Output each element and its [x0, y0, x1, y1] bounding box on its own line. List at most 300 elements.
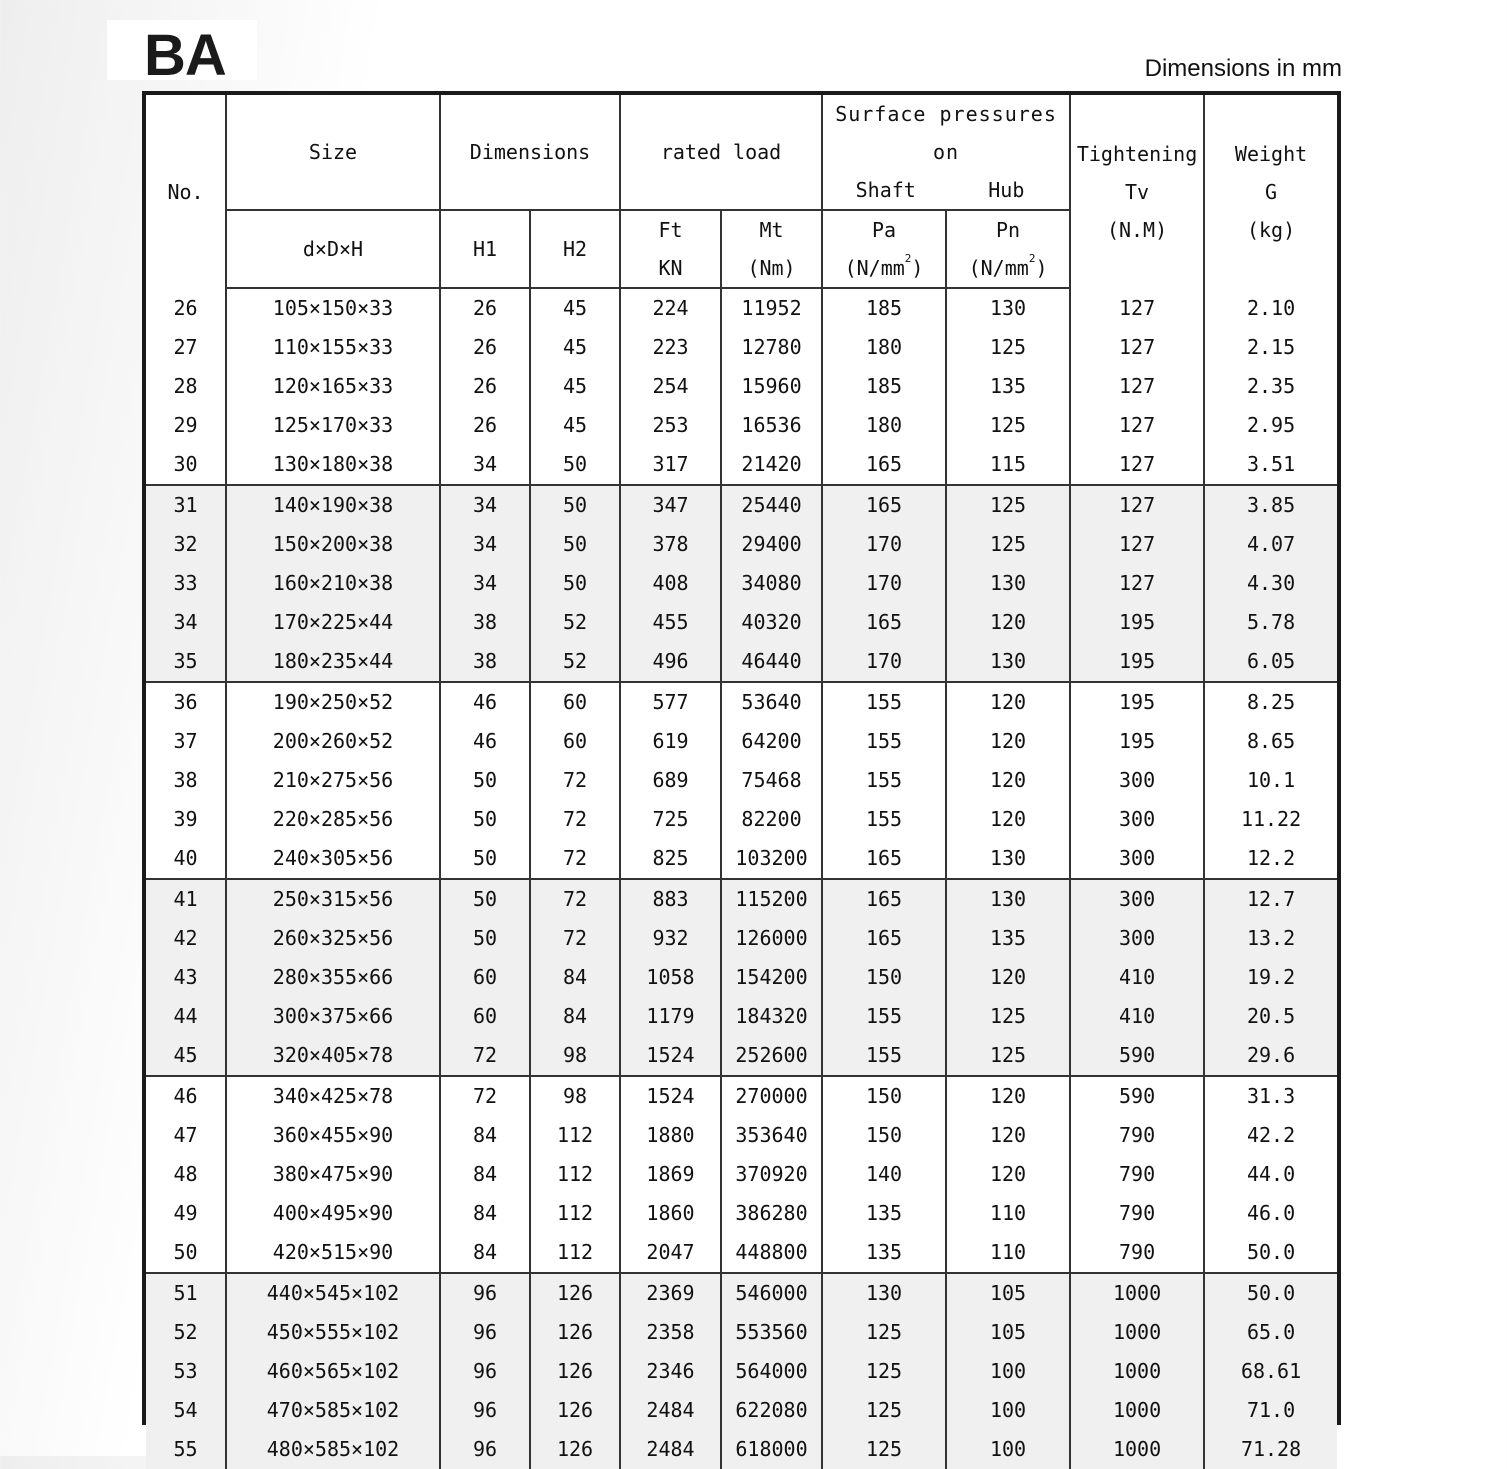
cell-mt: 154200: [721, 958, 822, 997]
cell-mt: 15960: [721, 367, 822, 406]
header-pn-unit: (N/mm: [968, 256, 1029, 280]
table-row: [146, 445, 1337, 485]
cell-mt: 46440: [721, 642, 822, 682]
table-row: [146, 958, 1337, 997]
cell-no: 48: [146, 1155, 226, 1194]
cell-ft: 408: [620, 564, 721, 603]
cell-pa: 125: [822, 1430, 946, 1469]
cell-ft: 689: [620, 761, 721, 800]
header-mt: [721, 210, 822, 288]
cell-h2: 112: [530, 1116, 620, 1155]
cell-weight: 4.07: [1204, 525, 1337, 564]
cell-ft: 2484: [620, 1391, 721, 1430]
cell-h2: 126: [530, 1430, 620, 1469]
header-ft-label: Ft: [658, 218, 683, 242]
cell-pa: 155: [822, 1036, 946, 1076]
cell-h2: 112: [530, 1194, 620, 1233]
cell-no: 51: [146, 1273, 226, 1313]
cell-no: 31: [146, 485, 226, 525]
cell-h2: 84: [530, 958, 620, 997]
cell-tv: 127: [1070, 485, 1204, 525]
cell-tv: 195: [1070, 682, 1204, 722]
cell-h1: 84: [440, 1116, 530, 1155]
cell-ft: 455: [620, 603, 721, 642]
cell-pn: 120: [946, 761, 1070, 800]
cell-tv: 300: [1070, 879, 1204, 919]
cell-size: 200×260×52: [226, 722, 440, 761]
table-row: [146, 1076, 1337, 1116]
cell-h2: 50: [530, 445, 620, 485]
cell-pa: 170: [822, 564, 946, 603]
cell-no: 39: [146, 800, 226, 839]
cell-h1: 50: [440, 800, 530, 839]
cell-tv: 127: [1070, 445, 1204, 485]
header-size-label: Size: [308, 140, 358, 164]
cell-size: 220×285×56: [226, 800, 440, 839]
cell-tv: 1000: [1070, 1352, 1204, 1391]
cell-weight: 2.95: [1204, 406, 1337, 445]
cell-ft: 577: [620, 682, 721, 722]
cell-h1: 72: [440, 1036, 530, 1076]
cell-tv: 127: [1070, 288, 1204, 328]
cell-no: 33: [146, 564, 226, 603]
cell-tv: 1000: [1070, 1313, 1204, 1352]
cell-tv: 790: [1070, 1233, 1204, 1273]
header-pa-unit-squared: 2: [904, 252, 912, 265]
cell-weight: 11.22: [1204, 800, 1337, 839]
cell-pa: 150: [822, 958, 946, 997]
cell-pn: 125: [946, 485, 1070, 525]
cell-ft: 2346: [620, 1352, 721, 1391]
header-no-label: No.: [167, 179, 204, 204]
cell-mt: 564000: [721, 1352, 822, 1391]
cell-tv: 300: [1070, 839, 1204, 879]
header-mt-unit: (Nm): [747, 256, 796, 280]
cell-size: 190×250×52: [226, 682, 440, 722]
header-tightening-label: Tightening: [1076, 141, 1198, 166]
cell-h2: 60: [530, 682, 620, 722]
cell-h2: 45: [530, 328, 620, 367]
cell-size: 280×355×66: [226, 958, 440, 997]
row-group: [146, 879, 1337, 1076]
cell-pn: 125: [946, 406, 1070, 445]
cell-pn: 125: [946, 1036, 1070, 1076]
cell-mt: 546000: [721, 1273, 822, 1313]
cell-weight: 8.25: [1204, 682, 1337, 722]
cell-tv: 410: [1070, 997, 1204, 1036]
cell-no: 43: [146, 958, 226, 997]
cell-ft: 1524: [620, 1076, 721, 1116]
cell-pn: 130: [946, 839, 1070, 879]
cell-weight: 68.61: [1204, 1352, 1337, 1391]
cell-no: 35: [146, 642, 226, 682]
cell-ft: 1179: [620, 997, 721, 1036]
cell-size: 440×545×102: [226, 1273, 440, 1313]
cell-weight: 13.2: [1204, 919, 1337, 958]
cell-pn: 125: [946, 328, 1070, 367]
cell-tv: 790: [1070, 1155, 1204, 1194]
cell-weight: 50.0: [1204, 1233, 1337, 1273]
cell-mt: 184320: [721, 997, 822, 1036]
header-pn-unit-close: ): [1035, 256, 1048, 280]
cell-pn: 120: [946, 1076, 1070, 1116]
spec-table: [146, 95, 1337, 1469]
table-row: [146, 603, 1337, 642]
cell-pa: 185: [822, 367, 946, 406]
cell-mt: 64200: [721, 722, 822, 761]
cell-weight: 20.5: [1204, 997, 1337, 1036]
cell-h2: 50: [530, 485, 620, 525]
cell-mt: 270000: [721, 1076, 822, 1116]
cell-mt: 386280: [721, 1194, 822, 1233]
cell-h2: 72: [530, 800, 620, 839]
cell-ft: 2047: [620, 1233, 721, 1273]
cell-pn: 120: [946, 603, 1070, 642]
cell-no: 29: [146, 406, 226, 445]
cell-mt: 370920: [721, 1155, 822, 1194]
cell-no: 40: [146, 839, 226, 879]
table-header: [146, 95, 1337, 288]
cell-size: 340×425×78: [226, 1076, 440, 1116]
cell-weight: 2.10: [1204, 288, 1337, 328]
cell-tv: 790: [1070, 1194, 1204, 1233]
spec-table-frame: [142, 91, 1341, 1461]
cell-pn: 130: [946, 288, 1070, 328]
cell-h1: 96: [440, 1391, 530, 1430]
cell-size: 210×275×56: [226, 761, 440, 800]
cell-pa: 170: [822, 525, 946, 564]
row-group: [146, 485, 1337, 682]
cell-ft: 254: [620, 367, 721, 406]
cell-h2: 72: [530, 919, 620, 958]
table-row: [146, 1352, 1337, 1391]
header-pa-unit: (N/mm: [844, 256, 905, 280]
cell-weight: 65.0: [1204, 1313, 1337, 1352]
cell-pn: 100: [946, 1352, 1070, 1391]
cell-weight: 2.15: [1204, 328, 1337, 367]
cell-ft: 2369: [620, 1273, 721, 1313]
cell-h1: 84: [440, 1155, 530, 1194]
cell-pa: 185: [822, 288, 946, 328]
table-row: [146, 642, 1337, 682]
cell-pn: 105: [946, 1313, 1070, 1352]
table-row: [146, 564, 1337, 603]
cell-weight: 10.1: [1204, 761, 1337, 800]
cell-h2: 84: [530, 997, 620, 1036]
cell-pn: 120: [946, 1155, 1070, 1194]
cell-mt: 126000: [721, 919, 822, 958]
cell-mt: 115200: [721, 879, 822, 919]
cell-h1: 72: [440, 1076, 530, 1116]
cell-ft: 619: [620, 722, 721, 761]
cell-mt: 16536: [721, 406, 822, 445]
cell-pa: 135: [822, 1194, 946, 1233]
cell-size: 460×565×102: [226, 1352, 440, 1391]
table-row: [146, 839, 1337, 879]
header-dimensions-label: Dimensions: [469, 140, 591, 164]
cell-pa: 150: [822, 1116, 946, 1155]
cell-h1: 34: [440, 564, 530, 603]
cell-tv: 195: [1070, 603, 1204, 642]
cell-pn: 100: [946, 1430, 1070, 1469]
cell-mt: 618000: [721, 1430, 822, 1469]
cell-size: 320×405×78: [226, 1036, 440, 1076]
cell-no: 54: [146, 1391, 226, 1430]
cell-h2: 126: [530, 1313, 620, 1352]
cell-size: 140×190×38: [226, 485, 440, 525]
cell-h2: 45: [530, 367, 620, 406]
header-tv-unit: (N.M): [1106, 217, 1168, 242]
cell-ft: 223: [620, 328, 721, 367]
table-row: [146, 328, 1337, 367]
cell-tv: 300: [1070, 800, 1204, 839]
header-rated-load-label: rated load: [660, 140, 782, 164]
cell-mt: 75468: [721, 761, 822, 800]
cell-mt: 25440: [721, 485, 822, 525]
table-row: [146, 1313, 1337, 1352]
table-row: [146, 800, 1337, 839]
cell-h2: 112: [530, 1233, 620, 1273]
cell-ft: 317: [620, 445, 721, 485]
table-row: [146, 682, 1337, 722]
cell-ft: 932: [620, 919, 721, 958]
table-row: [146, 1155, 1337, 1194]
cell-mt: 353640: [721, 1116, 822, 1155]
cell-no: 53: [146, 1352, 226, 1391]
cell-h1: 26: [440, 406, 530, 445]
cell-pn: 110: [946, 1194, 1070, 1233]
cell-no: 26: [146, 288, 226, 328]
cell-weight: 12.2: [1204, 839, 1337, 879]
cell-pn: 125: [946, 997, 1070, 1036]
cell-size: 170×225×44: [226, 603, 440, 642]
cell-tv: 127: [1070, 564, 1204, 603]
cell-size: 480×585×102: [226, 1430, 440, 1469]
cell-h2: 52: [530, 642, 620, 682]
cell-h1: 50: [440, 761, 530, 800]
header-tv-label: Tv: [1125, 179, 1150, 204]
cell-size: 300×375×66: [226, 997, 440, 1036]
cell-size: 110×155×33: [226, 328, 440, 367]
cell-ft: 825: [620, 839, 721, 879]
cell-weight: 46.0: [1204, 1194, 1337, 1233]
cell-pn: 120: [946, 1116, 1070, 1155]
header-h2: [530, 210, 620, 288]
header-weight-label: Weight: [1234, 141, 1308, 166]
header-pn: [946, 210, 1070, 288]
cell-pa: 165: [822, 839, 946, 879]
table-row: [146, 879, 1337, 919]
table-row: [146, 722, 1337, 761]
cell-pn: 115: [946, 445, 1070, 485]
cell-weight: 3.51: [1204, 445, 1337, 485]
cell-tv: 127: [1070, 367, 1204, 406]
cell-h1: 34: [440, 445, 530, 485]
units-label: Dimensions in mm: [1144, 55, 1342, 82]
cell-no: 42: [146, 919, 226, 958]
cell-h1: 46: [440, 682, 530, 722]
cell-tv: 1000: [1070, 1273, 1204, 1313]
header-ft: [620, 210, 721, 288]
cell-weight: 42.2: [1204, 1116, 1337, 1155]
cell-h2: 126: [530, 1391, 620, 1430]
table-row: [146, 1273, 1337, 1313]
header-size-formula: [226, 210, 440, 288]
cell-pa: 170: [822, 642, 946, 682]
cell-h2: 98: [530, 1036, 620, 1076]
header-g-label: G: [1265, 179, 1278, 204]
cell-h1: 96: [440, 1430, 530, 1469]
cell-pa: 155: [822, 722, 946, 761]
cell-h2: 52: [530, 603, 620, 642]
cell-weight: 50.0: [1204, 1273, 1337, 1313]
cell-h1: 34: [440, 485, 530, 525]
cell-pn: 130: [946, 642, 1070, 682]
header-mt-label: Mt: [759, 218, 784, 242]
cell-h1: 96: [440, 1273, 530, 1313]
table-row: [146, 1233, 1337, 1273]
cell-no: 55: [146, 1430, 226, 1469]
header-h1: [440, 210, 530, 288]
table-row: [146, 525, 1337, 564]
cell-size: 420×515×90: [226, 1233, 440, 1273]
cell-ft: 1524: [620, 1036, 721, 1076]
cell-mt: 53640: [721, 682, 822, 722]
cell-tv: 590: [1070, 1076, 1204, 1116]
cell-pn: 130: [946, 879, 1070, 919]
cell-pn: 105: [946, 1273, 1070, 1313]
cell-weight: 2.35: [1204, 367, 1337, 406]
cell-weight: 3.85: [1204, 485, 1337, 525]
cell-ft: 725: [620, 800, 721, 839]
header-shaft-label: Shaft: [855, 178, 916, 202]
cell-h2: 50: [530, 525, 620, 564]
cell-pa: 180: [822, 328, 946, 367]
row-group: [146, 1273, 1337, 1469]
header-g-unit: (kg): [1246, 217, 1296, 242]
cell-no: 47: [146, 1116, 226, 1155]
cell-mt: 252600: [721, 1036, 822, 1076]
cell-tv: 790: [1070, 1116, 1204, 1155]
cell-h2: 45: [530, 406, 620, 445]
table-row: [146, 1430, 1337, 1469]
cell-size: 180×235×44: [226, 642, 440, 682]
cell-no: 50: [146, 1233, 226, 1273]
cell-pa: 165: [822, 445, 946, 485]
cell-h2: 45: [530, 288, 620, 328]
cell-weight: 71.0: [1204, 1391, 1337, 1430]
cell-pa: 165: [822, 879, 946, 919]
cell-no: 41: [146, 879, 226, 919]
cell-no: 37: [146, 722, 226, 761]
cell-tv: 127: [1070, 328, 1204, 367]
cell-no: 44: [146, 997, 226, 1036]
cell-h1: 60: [440, 997, 530, 1036]
cell-pn: 120: [946, 682, 1070, 722]
cell-no: 46: [146, 1076, 226, 1116]
cell-pn: 120: [946, 958, 1070, 997]
header-weight: [1204, 95, 1337, 288]
header-h1-label: H1: [472, 237, 498, 261]
cell-size: 360×455×90: [226, 1116, 440, 1155]
cell-mt: 40320: [721, 603, 822, 642]
cell-h1: 38: [440, 603, 530, 642]
cell-ft: 2358: [620, 1313, 721, 1352]
table-row: [146, 406, 1337, 445]
cell-h1: 50: [440, 879, 530, 919]
header-surface-pressures-label: Surface pressures on: [835, 102, 1057, 164]
cell-tv: 300: [1070, 761, 1204, 800]
cell-no: 36: [146, 682, 226, 722]
cell-weight: 29.6: [1204, 1036, 1337, 1076]
cell-no: 32: [146, 525, 226, 564]
cell-size: 240×305×56: [226, 839, 440, 879]
cell-pa: 155: [822, 761, 946, 800]
cell-h1: 84: [440, 1194, 530, 1233]
cell-pa: 165: [822, 485, 946, 525]
cell-h1: 34: [440, 525, 530, 564]
cell-size: 450×555×102: [226, 1313, 440, 1352]
cell-pa: 140: [822, 1155, 946, 1194]
cell-ft: 1058: [620, 958, 721, 997]
cell-pn: 135: [946, 919, 1070, 958]
cell-h1: 26: [440, 328, 530, 367]
cell-h2: 98: [530, 1076, 620, 1116]
cell-tv: 127: [1070, 406, 1204, 445]
cell-pa: 155: [822, 682, 946, 722]
cell-h1: 96: [440, 1352, 530, 1391]
cell-h1: 60: [440, 958, 530, 997]
cell-ft: 1880: [620, 1116, 721, 1155]
cell-mt: 448800: [721, 1233, 822, 1273]
cell-mt: 29400: [721, 525, 822, 564]
cell-tv: 127: [1070, 525, 1204, 564]
header-ft-unit: KN: [658, 256, 683, 280]
table-row: [146, 1194, 1337, 1233]
cell-size: 470×585×102: [226, 1391, 440, 1430]
header-no: [146, 95, 226, 288]
table-row: [146, 1116, 1337, 1155]
cell-no: 30: [146, 445, 226, 485]
header-size-formula-label: d×D×H: [302, 237, 364, 261]
cell-h2: 126: [530, 1273, 620, 1313]
cell-size: 260×325×56: [226, 919, 440, 958]
cell-h1: 84: [440, 1233, 530, 1273]
cell-size: 160×210×38: [226, 564, 440, 603]
cell-h2: 72: [530, 761, 620, 800]
cell-pn: 100: [946, 1391, 1070, 1430]
cell-mt: 103200: [721, 839, 822, 879]
cell-no: 49: [146, 1194, 226, 1233]
cell-h1: 38: [440, 642, 530, 682]
table-row: [146, 761, 1337, 800]
cell-mt: 11952: [721, 288, 822, 328]
cell-pa: 155: [822, 997, 946, 1036]
cell-no: 28: [146, 367, 226, 406]
cell-ft: 347: [620, 485, 721, 525]
cell-pa: 155: [822, 800, 946, 839]
cell-size: 150×200×38: [226, 525, 440, 564]
cell-ft: 1869: [620, 1155, 721, 1194]
cell-weight: 4.30: [1204, 564, 1337, 603]
table-row: [146, 997, 1337, 1036]
cell-mt: 622080: [721, 1391, 822, 1430]
cell-no: 38: [146, 761, 226, 800]
cell-h2: 112: [530, 1155, 620, 1194]
cell-no: 27: [146, 328, 226, 367]
header-h2-label: H2: [562, 237, 588, 261]
cell-h2: 72: [530, 839, 620, 879]
